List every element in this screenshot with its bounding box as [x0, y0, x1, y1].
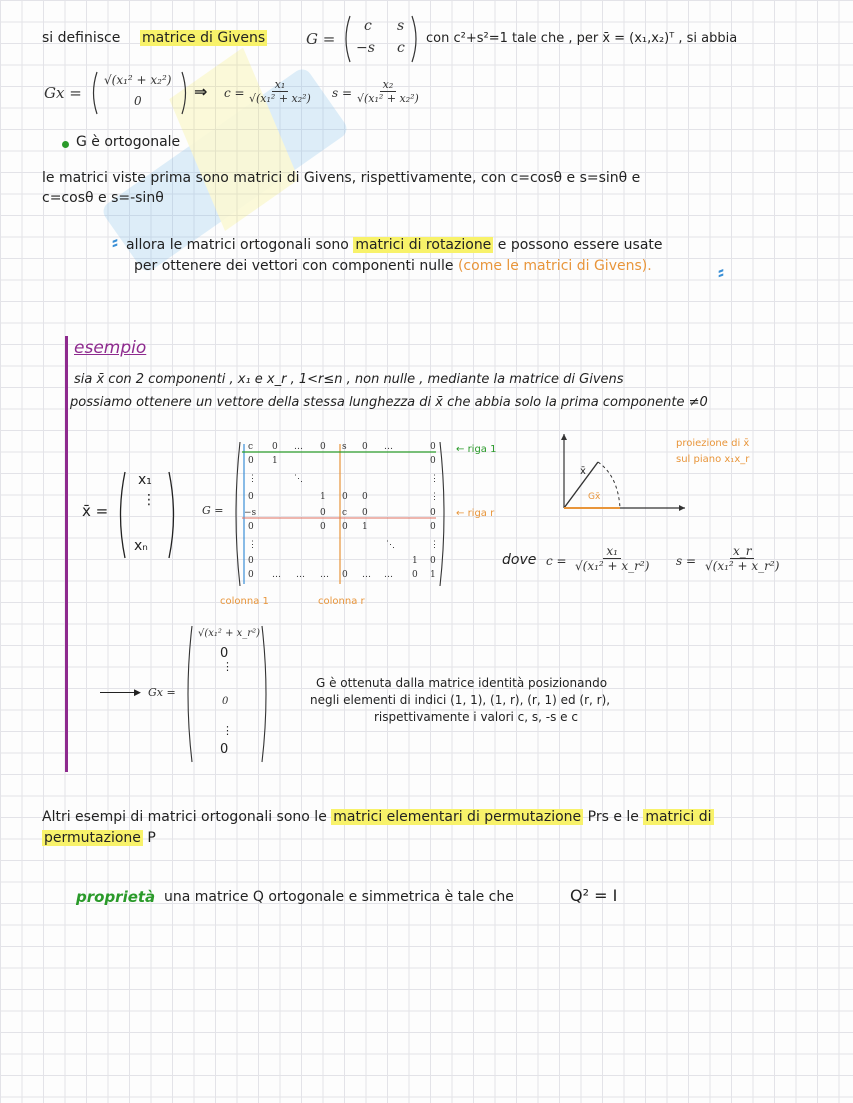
m-cell: 1: [320, 492, 326, 502]
altri-line-1: Altri esempi di matrici ortogonali sono le matrici elementari di permutazione Prs e le matrici di: [42, 809, 712, 825]
m-cell: 0: [248, 522, 254, 532]
m-cell-r1: −s: [244, 508, 257, 518]
m-cell: ⋮: [248, 540, 257, 550]
m-cell: 0: [248, 556, 254, 566]
riga-r-label: ← riga r: [456, 508, 495, 519]
c-label: c =: [224, 86, 245, 100]
paragraph-line-2: c=cosθ e s=-sinθ: [42, 190, 164, 206]
m-cell: …: [384, 570, 393, 580]
m-cell: 0: [430, 456, 436, 466]
quote-line-1: allora le matrici ortogonali sono matrici di rotazione e possono essere usate: [126, 237, 663, 253]
example-s-label: s =: [676, 554, 697, 568]
xbar-top: x₁: [138, 472, 152, 488]
m-cell: …: [384, 442, 393, 452]
dove-label: dove: [502, 552, 537, 568]
m-cell: 0: [320, 522, 326, 532]
paragraph-line-1: le matrici viste prima sono matrici di Givens, rispettivamente, con c=cosθ e s=sinθ e: [42, 170, 641, 186]
m-cell: 0: [272, 442, 278, 452]
c-fraction: $\frac{\text{x₁}}{\text{√(x₁² + x₂²)}}$: [249, 78, 311, 105]
m-cell: 0: [362, 442, 368, 452]
result-zero-1: 0: [220, 646, 229, 661]
bullet-dot: [62, 141, 69, 148]
riga-1-label: ← riga 1: [456, 444, 497, 455]
xbar-bottom: xₙ: [134, 538, 148, 554]
m-cell: 0: [362, 492, 368, 502]
altri-line-2: permutazione P: [44, 830, 156, 846]
gx-small-label: Gx̄: [588, 492, 601, 502]
m-cell: 0: [248, 492, 254, 502]
gx-label: Gx =: [44, 84, 82, 102]
m-cell: ⋮: [430, 540, 439, 550]
m-cell: ⋱: [386, 540, 395, 550]
colonna-1-label: colonna 1: [220, 596, 269, 607]
proprieta-label: proprietà: [76, 888, 156, 906]
result-gx-label: Gx =: [148, 686, 176, 699]
m-cell: 0: [412, 570, 418, 580]
m-cell: 0: [248, 570, 254, 580]
m-cell-1r: s: [342, 442, 347, 452]
m-cell: …: [294, 442, 303, 452]
m-cell: …: [272, 570, 281, 580]
g-equals-label: G =: [306, 30, 336, 48]
m-cell: 0: [248, 456, 254, 466]
m-cell-rr: c: [342, 508, 348, 518]
xbar-label: x̄ =: [82, 502, 109, 520]
m-cell: …: [320, 570, 329, 580]
quote-line-2: per ottenere dei vettori con componenti nulle (come le matrici di Givens).: [134, 258, 652, 274]
m-cell: ⋱: [294, 474, 303, 484]
m-cell: 1: [272, 456, 278, 466]
proprieta-formula: Q² = I: [570, 886, 618, 905]
projection-diagram: [540, 430, 690, 520]
m-cell-11: c: [248, 442, 254, 452]
implies-arrow: ⇒: [194, 82, 208, 101]
example-s-fraction: $\frac{x\_r}{\text{√(x₁² + x\_r²)}}$: [705, 544, 780, 573]
result-dots-1: ⋮: [222, 660, 233, 673]
g-m12: s: [397, 18, 405, 34]
quote-close-icon: ⸗: [718, 262, 724, 283]
g-m22: c: [397, 40, 405, 56]
givens-matrix-2x2: [342, 14, 420, 64]
g-m11: c: [364, 18, 372, 34]
example-c-label: c =: [546, 554, 567, 568]
example-line-2: possiamo ottenere un vettore della stessa lunghezza di x̄ che abbia solo la prima componente ≠0: [70, 395, 708, 410]
gx-entry-zero: 0: [134, 94, 142, 108]
m-cell: 0: [430, 442, 436, 452]
m-cell: ⋮: [430, 492, 439, 502]
m-cell: 0: [342, 522, 348, 532]
m-cell: 1: [362, 522, 368, 532]
m-cell: 0: [362, 508, 368, 518]
note-line-2: negli elementi di indici (1, 1), (1, r), (r, 1) ed (r, r),: [310, 693, 611, 707]
result-norm: √(x₁² + x_r²): [198, 628, 260, 639]
s-fraction: $\frac{\text{x₂}}{\text{√(x₁² + x₂²)}}$: [357, 78, 419, 105]
colonna-r-label: colonna r: [318, 596, 365, 607]
result-zero-3: 0: [220, 742, 229, 757]
m-cell: 0: [430, 556, 436, 566]
projection-note-2: sul piano x₁x_r: [676, 454, 750, 465]
m-cell: 0: [342, 492, 348, 502]
orthogonal-bullet-text: G è ortogonale: [76, 134, 181, 150]
givens-definition-prefix: si definisce: [42, 30, 121, 46]
note-line-1: G è ottenuta dalla matrice identità posizionando: [316, 676, 608, 690]
example-side-bar: [65, 336, 68, 772]
note-line-3: rispettivamente i valori c, s, -s e c: [374, 710, 578, 724]
xbar-dots: ⋮: [142, 492, 156, 508]
big-g-label: G =: [202, 504, 224, 517]
gx-entry-norm: √(x₁² + x₂²): [104, 73, 172, 87]
m-cell: 1: [430, 570, 436, 580]
example-line-1: sia x̄ con 2 componenti , x₁ e x_r , 1<r≤n , non nulle , mediante la matrice di Givens: [74, 372, 624, 387]
quote-open-icon: ⸗: [112, 232, 118, 253]
result-arrow-icon: ▶: [134, 688, 141, 698]
result-arrow-line: [100, 692, 136, 693]
givens-condition: con c²+s²=1 tale che , per x̄ = (x₁,x₂)ᵀ , si abbia: [426, 31, 738, 46]
m-cell: …: [296, 570, 305, 580]
m-cell: 0: [342, 570, 348, 580]
g-m21: −s: [356, 40, 375, 56]
m-cell: 1: [412, 556, 418, 566]
result-dots-2: ⋮: [222, 724, 233, 737]
s-label: s =: [332, 86, 353, 100]
m-cell: 0: [430, 508, 436, 518]
m-cell: ⋮: [248, 474, 257, 484]
example-c-fraction: $\frac{\text{x₁}}{\text{√(x₁² + x\_r²)}}$: [575, 544, 650, 573]
proprieta-text: una matrice Q ortogonale e simmetrica è tale che: [164, 889, 514, 905]
m-cell: 0: [430, 522, 436, 532]
result-zero-2: 0: [222, 696, 229, 707]
givens-term: matrice di Givens: [142, 30, 266, 46]
xbar-small-label: x̄: [580, 466, 586, 477]
m-cell: 0: [320, 508, 326, 518]
example-title: esempio: [74, 338, 147, 358]
m-cell: …: [362, 570, 371, 580]
m-cell: ⋮: [430, 474, 439, 484]
m-cell: 0: [320, 442, 326, 452]
projection-note-1: proiezione di x̄: [676, 438, 750, 449]
